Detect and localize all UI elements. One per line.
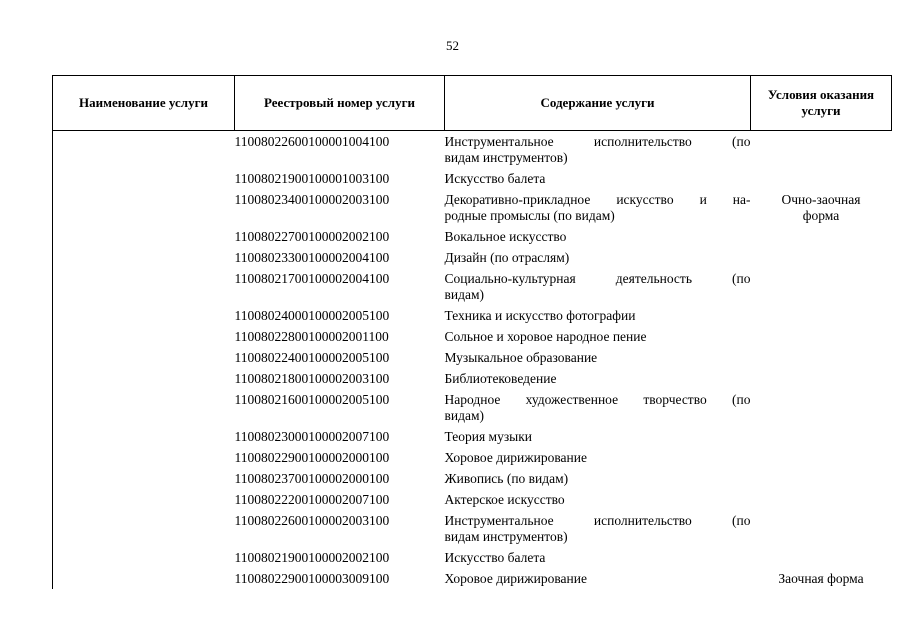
service-content-line: видам инструментов): [444, 150, 568, 165]
service-content-cell: [445, 468, 751, 489]
service-content-line: видам инструментов): [444, 529, 568, 544]
table-row: [53, 347, 892, 368]
services-table: [52, 75, 892, 589]
registry-number-cell: 11008024000100002005100: [234, 308, 390, 323]
service-name-cell: [53, 489, 235, 510]
service-content-cell: [445, 547, 751, 568]
service-name-cell: [53, 468, 235, 489]
service-content-cell: [445, 347, 751, 368]
service-content-cell: [445, 389, 751, 426]
service-name-cell: [53, 547, 235, 568]
table-row: [53, 368, 892, 389]
service-conditions-cell: [751, 468, 892, 489]
table-row: [53, 510, 892, 547]
service-content-cell: [445, 305, 751, 326]
service-conditions-cell: [751, 131, 892, 169]
service-content-line: Сольное и хоровое народное пение: [444, 329, 647, 344]
registry-number-cell: 11008022600100001004100: [234, 134, 390, 149]
service-conditions-cell: [751, 368, 892, 389]
service-name-cell: [53, 568, 235, 589]
registry-number-cell: 11008023400100002003100: [234, 192, 390, 207]
service-name-cell: [53, 168, 235, 189]
service-content-line: Музыкальное образование: [444, 350, 598, 365]
service-content-cell: [445, 326, 751, 347]
header-row: [53, 76, 892, 131]
service-content-cell: [445, 268, 751, 305]
service-content-line: Живопись (по видам): [444, 471, 569, 486]
service-content-line: Искусство балета: [444, 550, 546, 565]
registry-number-cell: 11008021800100002003100: [234, 371, 390, 386]
service-content-line: Теория музыки: [444, 429, 533, 444]
service-content-line: видам): [444, 408, 484, 423]
header-registry-number: Реестровый номер услуги: [235, 76, 445, 131]
service-name-cell: [53, 131, 235, 169]
table-body: [53, 131, 892, 590]
service-content-line: Инструментальное исполнительство (по: [444, 513, 751, 528]
service-name-cell: [53, 247, 235, 268]
table-row: [53, 389, 892, 426]
registry-number-cell: 11008022900100002000100: [234, 450, 390, 465]
conditions-line: Очно-заочная: [781, 192, 861, 207]
header-service-name: Наименование услуги: [53, 76, 235, 131]
service-content-cell: [445, 247, 751, 268]
service-content-line: Актерское искусство: [444, 492, 565, 507]
table-row: [53, 189, 892, 226]
service-name-cell: [53, 305, 235, 326]
service-content-cell: [445, 189, 751, 226]
service-content-cell: [445, 368, 751, 389]
conditions-line: форма: [802, 208, 840, 223]
service-content-line: Библиотековедение: [444, 371, 557, 386]
table-row: [53, 568, 892, 589]
service-name-cell: [53, 389, 235, 426]
service-conditions-cell: [751, 347, 892, 368]
registry-number-cell: 11008022700100002002100: [234, 229, 390, 244]
registry-number-cell: 11008023700100002000100: [234, 471, 390, 486]
table-row: [53, 547, 892, 568]
service-content-line: Социально-культурная деятельность (по: [444, 271, 751, 286]
service-content-line: Искусство балета: [444, 171, 546, 186]
service-conditions-cell: [751, 326, 892, 347]
service-content-cell: [445, 568, 751, 589]
service-conditions-cell: [751, 189, 892, 226]
registry-number-cell: 11008021600100002005100: [234, 392, 390, 407]
service-name-cell: [53, 189, 235, 226]
service-name-cell: [53, 368, 235, 389]
service-content-line: Дизайн (по отраслям): [444, 250, 570, 265]
table-row: [53, 268, 892, 305]
registry-number-cell: 11008023300100002004100: [234, 250, 390, 265]
service-conditions-cell: [751, 489, 892, 510]
registry-number-cell: 11008022800100002001100: [234, 329, 389, 344]
page-number: 52: [446, 38, 459, 53]
service-name-cell: [53, 447, 235, 468]
service-content-line: Техника и искусство фотографии: [444, 308, 636, 323]
registry-number-cell: 11008022900100003009100: [234, 571, 390, 586]
service-content-line: видам): [444, 287, 484, 302]
service-conditions-cell: [751, 447, 892, 468]
header-service-content: Содержание услуги: [445, 76, 751, 131]
service-name-cell: [53, 226, 235, 247]
registry-number-cell: 11008021900100002002100: [234, 550, 390, 565]
service-content-line: родные промыслы (по видам): [444, 208, 615, 223]
header-service-conditions: Условия оказания услуги: [751, 76, 892, 131]
table-row: [53, 489, 892, 510]
service-content-line: Декоративно-прикладное искусство и на-: [444, 192, 751, 207]
table-row: [53, 226, 892, 247]
table-row: [53, 326, 892, 347]
table-row: [53, 168, 892, 189]
service-conditions-cell: [751, 226, 892, 247]
service-conditions-cell: [751, 547, 892, 568]
registry-number-cell: 11008022600100002003100: [234, 513, 390, 528]
service-name-cell: [53, 326, 235, 347]
table-row: [53, 468, 892, 489]
registry-number-cell: 11008022200100002007100: [234, 492, 390, 507]
service-name-cell: [53, 268, 235, 305]
service-conditions-cell: [751, 168, 892, 189]
service-conditions-cell: [751, 268, 892, 305]
registry-number-cell: 11008021900100001003100: [234, 171, 390, 186]
service-conditions-cell: [751, 305, 892, 326]
service-conditions-cell: [751, 247, 892, 268]
registry-number-cell: 11008021700100002004100: [234, 271, 390, 286]
service-content-cell: [445, 426, 751, 447]
registry-number-cell: 11008023000100002007100: [234, 429, 390, 444]
table-row: [53, 247, 892, 268]
conditions-line: Заочная форма: [778, 571, 864, 586]
service-conditions-cell: [751, 510, 892, 547]
service-content-line: Хоровое дирижирование: [444, 450, 587, 465]
table-row: [53, 131, 892, 169]
service-content-cell: [445, 489, 751, 510]
service-content-line: Вокальное искусство: [444, 229, 567, 244]
service-conditions-cell: [751, 568, 892, 589]
service-name-cell: [53, 510, 235, 547]
service-conditions-cell: [751, 389, 892, 426]
service-content-cell: [445, 226, 751, 247]
service-name-cell: [53, 426, 235, 447]
service-content-line: Инструментальное исполнительство (по: [444, 134, 751, 149]
service-content-line: Хоровое дирижирование: [444, 571, 587, 586]
service-content-cell: [445, 168, 751, 189]
service-content-cell: [445, 447, 751, 468]
service-content-line: Народное художественное творчество (по: [444, 392, 751, 407]
table-row: [53, 447, 892, 468]
service-content-cell: [445, 131, 751, 169]
table-row: [53, 305, 892, 326]
service-conditions-cell: [751, 426, 892, 447]
service-content-cell: [445, 510, 751, 547]
service-name-cell: [53, 347, 235, 368]
table-row: [53, 426, 892, 447]
registry-number-cell: 11008022400100002005100: [234, 350, 390, 365]
